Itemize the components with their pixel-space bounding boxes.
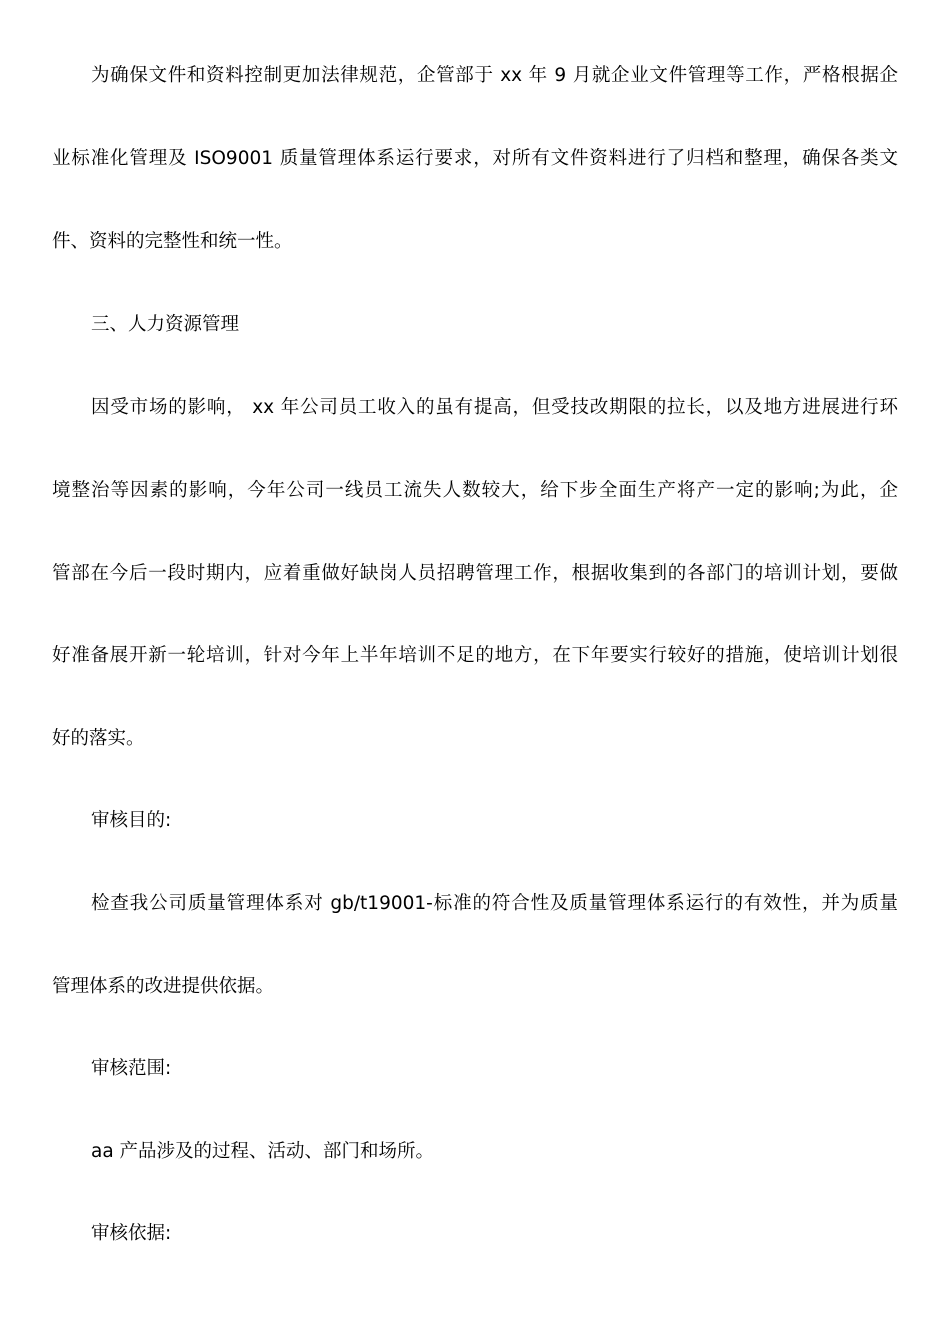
paragraph-1-line-1: 为确保文件和资料控制更加法律规范，企管部于 xx 年 9 月就企业文件管理等工作，严格根据企 (91, 65, 898, 86)
section-3-heading: 三、人力资源管理 (91, 314, 240, 335)
paragraph-2-line-3: 管部在今后一段时期内，应着重做好缺岗人员招聘管理工作，根据收集到的各部门的培训计划，要做 (52, 563, 898, 584)
audit-purpose-label: 审核目的: (91, 810, 172, 831)
paragraph-2-line-5: 好的落实。 (52, 728, 145, 749)
audit-purpose-line-1: 检查我公司质量管理体系对 gb/t19001-标准的符合性及质量管理体系运行的有效性，并为质量 (91, 893, 898, 914)
audit-scope-text: aa 产品涉及的过程、活动、部门和场所。 (91, 1141, 435, 1162)
audit-purpose-line-2: 管理体系的改进提供依据。 (52, 976, 275, 997)
paragraph-2-line-1: 因受市场的影响， xx 年公司员工收入的虽有提高，但受技改期限的拉长，以及地方进展进行环 (91, 397, 898, 418)
paragraph-1-line-3: 件、资料的完整性和统一性。 (52, 231, 293, 252)
paragraph-2-line-4: 好准备展开新一轮培训，针对今年上半年培训不足的地方，在下年要实行较好的措施，使培训计划很 (52, 645, 898, 666)
paragraph-1-line-2: 业标准化管理及 ISO9001 质量管理体系运行要求，对所有文件资料进行了归档和整理，确保各类文 (52, 148, 898, 169)
audit-basis-label: 审核依据: (91, 1223, 172, 1244)
paragraph-2-line-2: 境整治等因素的影响，今年公司一线员工流失人数较大，给下步全面生产将产一定的影响;为此，企 (52, 480, 898, 501)
audit-scope-label: 审核范围: (91, 1058, 172, 1079)
